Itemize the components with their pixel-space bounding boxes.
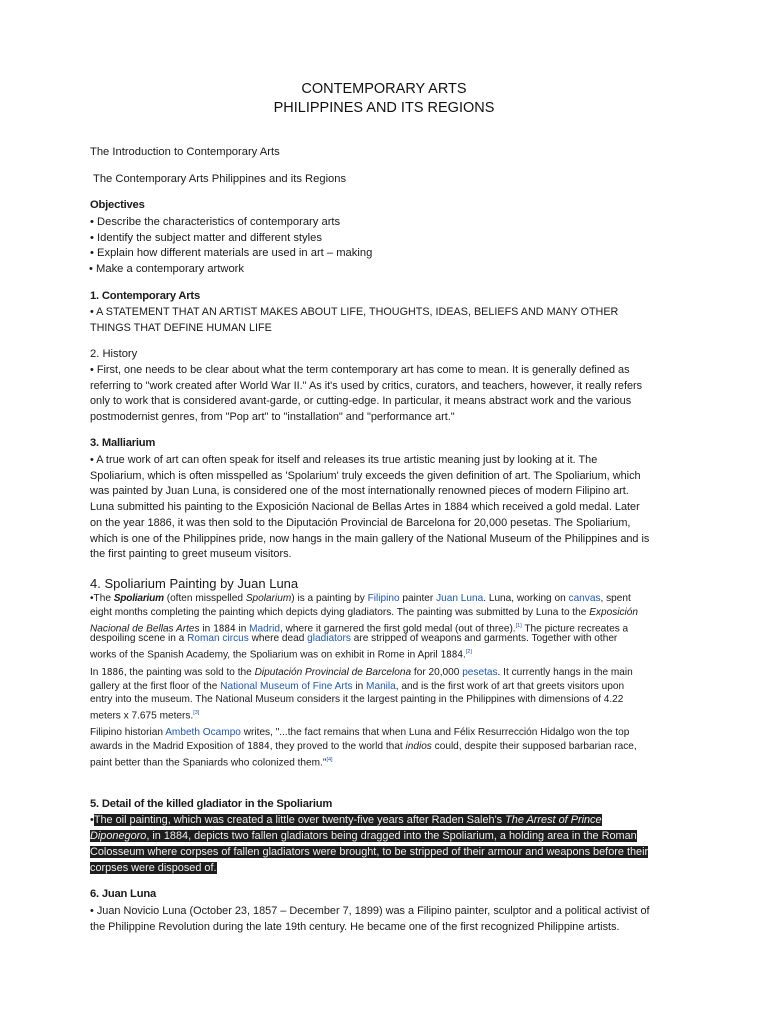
manila-link[interactable]: Manila xyxy=(366,681,396,692)
section3-text: • A true work of art can often speak for itself and releases its true artistic meaning just by looking at it. The xyxy=(90,454,598,466)
madrid-link[interactable]: Madrid xyxy=(249,623,280,635)
canvas-link[interactable]: canvas xyxy=(568,593,601,604)
pesetas-link[interactable]: pesetas xyxy=(462,667,498,678)
section3-heading: 3. Malliarium xyxy=(90,437,156,449)
section2-text: referring to "work created after World War II." As it's used by critics, curators, and teachers, however, it really refers xyxy=(90,380,643,392)
objective-item: • Identify the subject matter and different styles xyxy=(90,232,322,244)
section3-text: Luna submitted his painting to the Exposición Nacional de Bellas Artes in 1884 which received a gold medal. Later xyxy=(90,501,640,513)
citation-link[interactable]: [4] xyxy=(326,757,333,763)
section4-p1-line: eight months completing the painting which depicts dying gladiators. The painting was submitted by Luna to the Exposición xyxy=(90,607,639,618)
section4-p1-line: works of the Spanish Academy, the Spoliarium was on exhibit in Rome in April 1884.[2] xyxy=(90,649,472,661)
roman-circus-link[interactable]: Roman circus xyxy=(187,633,249,644)
intro-line-1: The Introduction to Contemporary Arts xyxy=(90,146,280,158)
section5-text: •The oil painting, which was created a little over twenty-five years after Raden Saleh's The Arrest of Prince xyxy=(90,814,602,826)
section5-text: Colosseum where corpses of fallen gladiators were brought, to be stripped of their armour and weapons before their xyxy=(90,846,649,858)
section5-text: Diponegoro, in 1884, depicts two fallen gladiators being dragged into the Spoliarium, a holding area in the Roman xyxy=(90,830,637,842)
objectives-heading: Objectives xyxy=(90,199,145,211)
section4-p3-line: paint better than the Spaniards who colonized them."[4] xyxy=(90,757,333,769)
gladiators-link[interactable]: gladiators xyxy=(307,633,351,644)
section2-text: postmodernist genres, from "Pop art" to "installation" and "performance art." xyxy=(90,411,455,423)
objective-item: • Describe the characteristics of contemporary arts xyxy=(90,216,341,228)
section3-text: on the year 1886, it was then sold to the Diputación Provincial de Barcelona for 20,000 pesetas. The Spoliarium, xyxy=(90,517,631,529)
section4-heading: 4. Spoliarium Painting by Juan Luna xyxy=(90,576,299,591)
section5-text: corpses were disposed of. xyxy=(90,862,217,874)
section4-p2-line: meters x 7.675 meters.[3] xyxy=(90,710,200,722)
section3-text: the first painting to greet museum visitors. xyxy=(90,548,292,560)
section4-p3-line: awards in the Madrid Exposition of 1884, they proved to the world that indios could, despite their supposed barbarian race, xyxy=(90,741,637,752)
objective-item: • Make a contemporary artwork xyxy=(89,263,245,275)
section4-p1-line: •The Spoliarium (often misspelled Spolarium) is a painting by Filipino painter Juan Luna. Luna, working on canvas, spent xyxy=(90,593,631,604)
section4-p1-line: Nacional de Bellas Artes in 1884 in Madrid, where it garnered the first gold medal (out of three).[1] The picture recreates a xyxy=(90,623,629,635)
ambeth-ocampo-link[interactable]: Ambeth Ocampo xyxy=(165,727,241,738)
section4-p2-line: In 1886, the painting was sold to the Diputación Provincial de Barcelona for 20,000 pesetas. It currently hangs in the main xyxy=(90,667,633,678)
section6-text: • Juan Novicio Luna (October 23, 1857 – December 7, 1899) was a Filipino painter, sculptor and a political activist of xyxy=(90,905,650,917)
national-museum-link[interactable]: National Museum of Fine Arts xyxy=(220,681,353,692)
section2-heading: 2. History xyxy=(90,348,138,360)
citation-link[interactable]: [2] xyxy=(465,649,472,655)
section2-text: only to work that is considered avant-garde, or cutting-edge. In particular, it means abstract work and the various xyxy=(90,395,632,407)
document-title-line1: CONTEMPORARY ARTS xyxy=(301,81,467,97)
citation-link[interactable]: [1] xyxy=(515,623,522,629)
section4-p2-line: entry into the museum. The National Museum considers it the largest painting in the Philippines with dimensions of 4.22 xyxy=(90,694,624,705)
juan-luna-link[interactable]: Juan Luna xyxy=(436,593,484,604)
citation-link[interactable]: [3] xyxy=(193,710,200,716)
section6-heading: 6. Juan Luna xyxy=(90,888,156,900)
filipino-link[interactable]: Filipino xyxy=(367,593,400,604)
section4-p2-line: gallery at the first floor of the National Museum of Fine Arts in Manila, and is the first work of art that greets visitors upon xyxy=(90,681,625,692)
section6-text: the Philippine Revolution during the late 19th century. He became one of the first recognized Philippine artists. xyxy=(90,921,620,933)
section4-p3-line: Filipino historian Ambeth Ocampo writes, "...the fact remains that when Luna and Félix Resurrección Hidalgo won the top xyxy=(90,727,630,738)
section3-text: Spoliarium, which is often misspelled as 'Spolarium' truly exceeds the given definition of art. The Spoliarium, which xyxy=(90,470,641,482)
section1-heading: 1. Contemporary Arts xyxy=(90,290,200,302)
section2-text: • First, one needs to be clear about what the term contemporary art has come to mean. It is generally defined as xyxy=(90,364,630,376)
section3-text: which is one of the Philippines pride, now hangs in the main gallery of the National Museum of the Philippines and is xyxy=(90,533,650,545)
section1-text: THINGS THAT DEFINE HUMAN LIFE xyxy=(90,322,272,334)
intro-line-2: The Contemporary Arts Philippines and its Regions xyxy=(93,173,347,185)
section4-p1-line: despoiling scene in a Roman circus where dead gladiators are stripped of weapons and garments. Together with other xyxy=(90,633,618,644)
objective-item: • Explain how different materials are used in art – making xyxy=(90,247,373,259)
document-title-line2: PHILIPPINES AND ITS REGIONS xyxy=(273,100,495,116)
section5-heading: 5. Detail of the killed gladiator in the Spoliarium xyxy=(90,798,333,810)
section1-text: • A STATEMENT THAT AN ARTIST MAKES ABOUT LIFE, THOUGHTS, IDEAS, BELIEFS AND MANY OTHER xyxy=(90,306,619,318)
section3-text: was painted by Juan Luna, is considered one of the most internationally renowned pieces of modern Filipino art. xyxy=(90,485,629,497)
